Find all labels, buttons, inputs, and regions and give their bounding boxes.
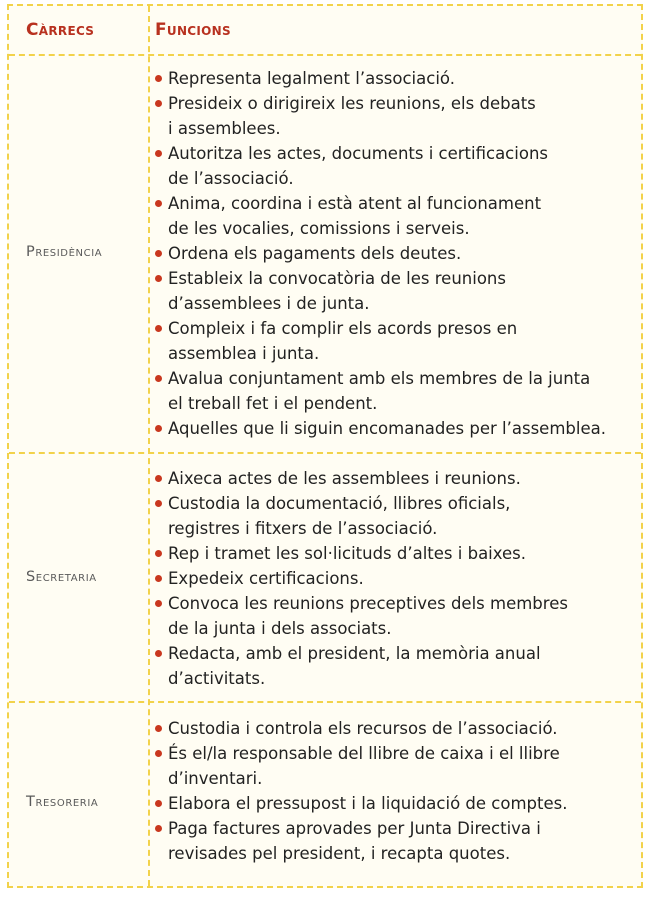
list-item: Expedeix certificacions. <box>155 566 568 591</box>
functions-tresoreria <box>155 716 567 866</box>
header-divider <box>9 54 641 56</box>
list-item: Custodia la documentació, llibres oficials, registres i fitxers de l’associació. <box>155 491 568 541</box>
list-item: Aquelles que li siguin encomanades per l’assemblea. <box>155 416 606 441</box>
list-item: Representa legalment l’associació. <box>155 66 606 91</box>
column-header-roles: Càrrecs <box>26 20 95 40</box>
list-item: Anima, coordina i està atent al funcionament de les vocalies, comissions i serveis. <box>155 191 606 241</box>
role-tresoreria: Tresoreria <box>26 794 99 810</box>
roles-table <box>7 4 643 888</box>
functions-presidencia <box>155 66 606 441</box>
row-divider-2 <box>9 701 641 703</box>
list-item: Paga factures aprovades per Junta Directiva i revisades pel president, i recapta quotes. <box>155 816 567 866</box>
column-divider <box>148 6 150 886</box>
role-presidencia: Presidència <box>26 244 103 260</box>
functions-secretaria <box>155 466 568 691</box>
role-secretaria: Secretaria <box>26 569 97 585</box>
row-divider-1 <box>9 452 641 454</box>
list-item: Autoritza les actes, documents i certificacions de l’associació. <box>155 141 606 191</box>
list-item: Elabora el pressupost i la liquidació de comptes. <box>155 791 567 816</box>
list-item: És el/la responsable del llibre de caixa i el llibre d’inventari. <box>155 741 567 791</box>
list-item: Compleix i fa complir els acords presos en assemblea i junta. <box>155 316 606 366</box>
list-item: Convoca les reunions preceptives dels membres de la junta i dels associats. <box>155 591 568 641</box>
list-item: Custodia i controla els recursos de l’associació. <box>155 716 567 741</box>
list-item: Presideix o dirigireix les reunions, els debats i assemblees. <box>155 91 606 141</box>
list-item: Redacta, amb el president, la memòria anual d’activitats. <box>155 641 568 691</box>
list-item: Ordena els pagaments dels deutes. <box>155 241 606 266</box>
list-item: Avalua conjuntament amb els membres de la junta el treball fet i el pendent. <box>155 366 606 416</box>
column-header-functions: Funcions <box>155 20 231 40</box>
list-item: Rep i tramet les sol·licituds d’altes i baixes. <box>155 541 568 566</box>
list-item: Estableix la convocatòria de les reunions d’assemblees i de junta. <box>155 266 606 316</box>
list-item: Aixeca actes de les assemblees i reunions. <box>155 466 568 491</box>
